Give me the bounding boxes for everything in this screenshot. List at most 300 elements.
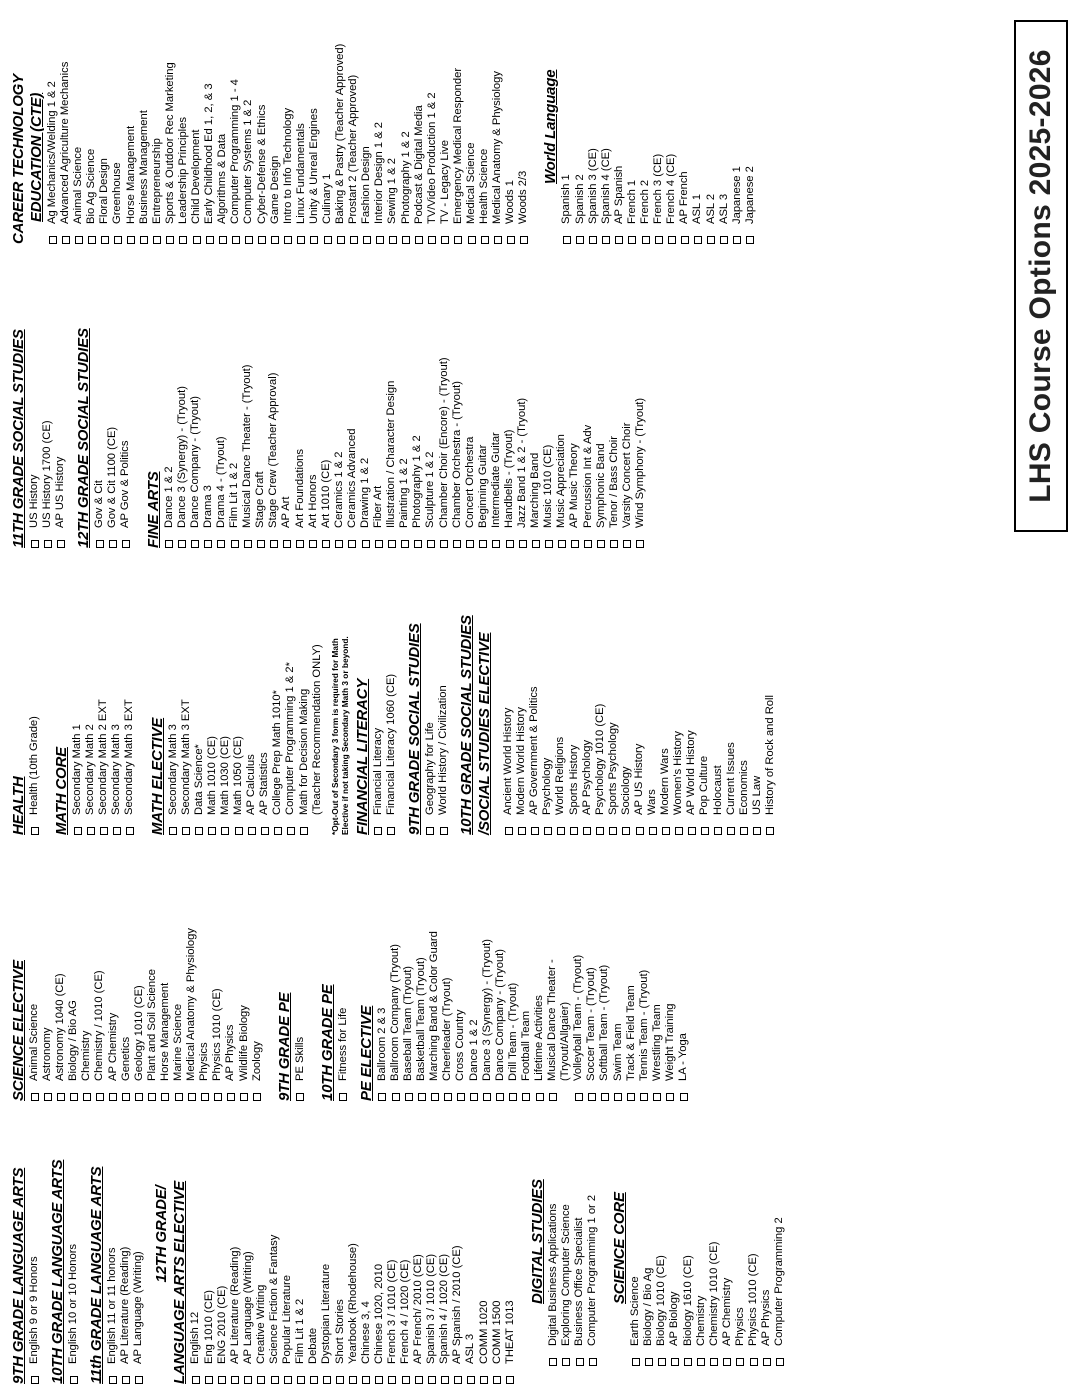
course-checkbox[interactable] [640, 1093, 648, 1101]
course-checkbox[interactable] [431, 1093, 439, 1101]
course-label: Spanish 3 (CE) [586, 148, 599, 224]
course-checkbox[interactable] [122, 1093, 130, 1101]
course-label: French 1 [625, 179, 638, 224]
course-checkbox[interactable] [182, 827, 190, 835]
course-label: Digital Business Applications [546, 1203, 559, 1346]
course-checkbox[interactable] [642, 236, 650, 244]
course-item [664, 841, 677, 1101]
course-checkbox[interactable] [753, 827, 761, 835]
course-checkbox[interactable] [57, 1093, 65, 1101]
course-checkbox[interactable] [589, 236, 597, 244]
course-checkbox[interactable] [636, 540, 644, 548]
course-item [311, 575, 324, 835]
course-checkbox[interactable] [589, 1358, 597, 1366]
course-checkbox[interactable] [271, 236, 279, 244]
course-item [587, 4, 600, 244]
course-item [189, 1084, 202, 1384]
course-checkbox[interactable] [658, 1358, 666, 1366]
course-checkbox[interactable] [362, 1376, 370, 1384]
course-checkbox[interactable] [96, 540, 104, 548]
course-checkbox[interactable] [192, 1376, 200, 1384]
course-checkbox[interactable] [415, 236, 423, 244]
course-item [613, 4, 626, 244]
course-label: US Law [750, 775, 763, 815]
course-checkbox[interactable] [49, 236, 57, 244]
course-item [705, 4, 718, 244]
course-checkbox[interactable] [179, 236, 187, 244]
course-checkbox[interactable] [208, 827, 216, 835]
course-checkbox[interactable] [219, 236, 227, 244]
course-checkbox[interactable] [101, 236, 109, 244]
course-checkbox[interactable] [636, 827, 644, 835]
course-checkbox[interactable] [221, 827, 229, 835]
course-checkbox[interactable] [188, 1093, 196, 1101]
course-item [490, 278, 503, 548]
course-label: Ag Mechanics/Welding 1 & 2 [46, 81, 58, 224]
course-checkbox[interactable] [297, 236, 305, 244]
course-checkbox[interactable] [206, 236, 214, 244]
course-item [708, 1084, 721, 1366]
course-checkbox[interactable] [114, 236, 122, 244]
course-checkbox[interactable] [402, 1376, 410, 1384]
course-checkbox[interactable] [414, 540, 422, 548]
course-checkbox[interactable] [284, 1376, 292, 1384]
course-checkbox[interactable] [610, 540, 618, 548]
course-checkbox[interactable] [31, 827, 39, 835]
course-checkbox[interactable] [402, 236, 410, 244]
course-item [595, 278, 608, 548]
course-checkbox[interactable] [310, 236, 318, 244]
course-checkbox[interactable] [468, 236, 476, 244]
course-checkbox[interactable] [441, 1376, 449, 1384]
course-checkbox[interactable] [492, 540, 500, 548]
course-checkbox[interactable] [457, 1093, 465, 1101]
course-label: Financial Literacy [371, 727, 384, 815]
course-label: Medical Science [465, 142, 477, 224]
course-checkbox[interactable] [296, 1093, 304, 1101]
course-checkbox[interactable] [444, 1093, 452, 1101]
course-checkbox[interactable] [205, 1376, 213, 1384]
course-checkbox[interactable] [614, 1093, 622, 1101]
course-checkbox[interactable] [388, 540, 396, 548]
course-checkbox[interactable] [645, 1358, 653, 1366]
course-checkbox[interactable] [87, 827, 95, 835]
course-checkbox[interactable] [75, 236, 83, 244]
course-checkbox[interactable] [632, 1358, 640, 1366]
course-checkbox[interactable] [389, 236, 397, 244]
course-checkbox[interactable] [96, 1093, 104, 1101]
course-checkbox[interactable] [257, 1376, 265, 1384]
course-checkbox[interactable] [231, 1376, 239, 1384]
course-checkbox[interactable] [204, 540, 212, 548]
course-item [229, 1084, 242, 1384]
course-checkbox[interactable] [531, 827, 539, 835]
course-checkbox[interactable] [576, 236, 584, 244]
course-checkbox[interactable] [109, 1093, 117, 1101]
course-checkbox[interactable] [684, 1358, 692, 1366]
course-checkbox[interactable] [324, 236, 332, 244]
course-checkbox[interactable] [522, 1093, 530, 1101]
course-checkbox[interactable] [135, 1376, 143, 1384]
course-checkbox[interactable] [126, 827, 134, 835]
course-label: AP Spanish [612, 165, 625, 224]
course-checkbox[interactable] [750, 1358, 758, 1366]
course-checkbox[interactable] [109, 540, 117, 548]
course-item [598, 841, 611, 1101]
course-checkbox[interactable] [675, 827, 683, 835]
course-checkbox[interactable] [505, 827, 513, 835]
course-label: AP World History [685, 730, 698, 815]
course-checkbox[interactable] [348, 540, 356, 548]
course-checkbox[interactable] [575, 1093, 583, 1101]
course-checkbox[interactable] [544, 827, 552, 835]
course-checkbox[interactable] [494, 236, 502, 244]
course-checkbox[interactable] [740, 827, 748, 835]
course-checkbox[interactable] [339, 1093, 347, 1101]
course-item [54, 841, 67, 1101]
section-fine-arts [145, 278, 647, 548]
course-checkbox[interactable] [609, 827, 617, 835]
course-checkbox[interactable] [714, 827, 722, 835]
course-item [560, 4, 573, 244]
course-checkbox[interactable] [62, 236, 70, 244]
course-checkbox[interactable] [113, 827, 121, 835]
course-checkbox[interactable] [88, 236, 96, 244]
course-checkbox[interactable] [668, 236, 676, 244]
column-language-arts [10, 1084, 786, 1384]
course-checkbox[interactable] [44, 540, 52, 548]
course-checkbox[interactable] [140, 236, 148, 244]
course-checkbox[interactable] [570, 827, 578, 835]
course-checkbox[interactable] [627, 1093, 635, 1101]
course-checkbox[interactable] [235, 827, 243, 835]
course-checkbox[interactable] [428, 236, 436, 244]
course-checkbox[interactable] [70, 1376, 78, 1384]
course-checkbox[interactable] [467, 1376, 475, 1384]
course-checkbox[interactable] [601, 1093, 609, 1101]
section-9th-grade-pe [276, 841, 307, 1101]
course-label: Culinary 1 [320, 173, 333, 224]
course-checkbox[interactable] [178, 540, 186, 548]
course-label: Sculpture 1 & 2 [424, 451, 437, 528]
course-checkbox[interactable] [44, 1093, 52, 1101]
course-checkbox[interactable] [287, 827, 295, 835]
course-item [282, 4, 295, 244]
course-item [216, 4, 229, 244]
course-checkbox[interactable] [375, 540, 383, 548]
course-checkbox[interactable] [153, 236, 161, 244]
course-checkbox[interactable] [218, 1376, 226, 1384]
column-social-fine-arts [10, 278, 647, 548]
course-checkbox[interactable] [558, 540, 566, 548]
course-checkbox[interactable] [296, 540, 304, 548]
course-checkbox[interactable] [232, 236, 240, 244]
course-checkbox[interactable] [122, 1376, 130, 1384]
course-checkbox[interactable] [588, 1093, 596, 1101]
course-checkbox[interactable] [283, 540, 291, 548]
course-checkbox[interactable] [710, 1358, 718, 1366]
course-checkbox[interactable] [57, 540, 65, 548]
course-checkbox[interactable] [257, 540, 265, 548]
course-checkbox[interactable] [363, 236, 371, 244]
course-label: Photography 1 & 2 [411, 435, 424, 528]
course-checkbox[interactable] [597, 540, 605, 548]
course-checkbox[interactable] [694, 236, 702, 244]
course-checkbox[interactable] [31, 1093, 39, 1101]
course-label: Art 1010 (CE) [319, 459, 332, 528]
course-checkbox[interactable] [602, 236, 610, 244]
course-checkbox[interactable] [622, 827, 630, 835]
course-checkbox[interactable] [166, 236, 174, 244]
course-label: Gov & Cit 1100 (CE) [106, 426, 119, 528]
course-checkbox[interactable] [532, 540, 540, 548]
course-label: Secondary Math 1 [71, 724, 84, 815]
course-checkbox[interactable] [681, 236, 689, 244]
course-checkbox[interactable] [122, 540, 130, 548]
course-item [67, 1084, 80, 1384]
course-label: Dance 1 & 2 [467, 1019, 480, 1081]
course-label: Secondary Math 3 EXT [123, 699, 136, 815]
course-checkbox[interactable] [519, 540, 527, 548]
course-item [224, 841, 237, 1101]
course-checkbox[interactable] [415, 1376, 423, 1384]
course-checkbox[interactable] [148, 1093, 156, 1101]
course-checkbox[interactable] [74, 827, 82, 835]
course-checkbox[interactable] [653, 1093, 661, 1101]
course-checkbox[interactable] [454, 1376, 462, 1384]
course-label: Film Lit 1 & 2 [294, 1298, 307, 1364]
course-label: AP Language (Writing) [132, 1251, 145, 1364]
course-checkbox[interactable] [300, 827, 308, 835]
course-label: Medical Anatomy & Physiology [491, 71, 504, 224]
course-checkbox[interactable] [175, 1093, 183, 1101]
course-checkbox[interactable] [127, 236, 135, 244]
course-checkbox[interactable] [507, 236, 515, 244]
course-checkbox[interactable] [746, 236, 754, 244]
course-checkbox[interactable] [376, 236, 384, 244]
course-checkbox[interactable] [736, 1358, 744, 1366]
course-checkbox[interactable] [322, 540, 330, 548]
course-checkbox[interactable] [518, 827, 526, 835]
course-checkbox[interactable] [109, 1376, 117, 1384]
course-checkbox[interactable] [245, 236, 253, 244]
course-checkbox[interactable] [31, 1376, 39, 1384]
course-checkbox[interactable] [662, 827, 670, 835]
course-checkbox[interactable] [261, 827, 269, 835]
course-item [651, 841, 664, 1101]
course-checkbox[interactable] [727, 827, 735, 835]
course-checkbox[interactable] [649, 827, 657, 835]
course-checkbox[interactable] [323, 1376, 331, 1384]
course-checkbox[interactable] [628, 236, 636, 244]
course-label: Beginning Guitar [476, 444, 489, 528]
course-label: Drawing 1 & 2 [358, 457, 371, 528]
course-checkbox[interactable] [388, 1376, 396, 1384]
course-checkbox[interactable] [623, 540, 631, 548]
course-checkbox[interactable] [666, 1093, 674, 1101]
course-checkbox[interactable] [506, 1376, 514, 1384]
course-checkbox[interactable] [549, 1093, 557, 1101]
course-label: Basketball Team (Tryout) [415, 957, 428, 1081]
course-checkbox[interactable] [470, 1093, 478, 1101]
course-checkbox[interactable] [161, 1093, 169, 1101]
course-checkbox[interactable] [337, 236, 345, 244]
course-item [516, 278, 529, 548]
course-checkbox[interactable] [545, 540, 553, 548]
course-checkbox[interactable] [309, 540, 317, 548]
course-checkbox[interactable] [217, 540, 225, 548]
course-checkbox[interactable] [193, 236, 201, 244]
course-item [256, 4, 269, 244]
course-checkbox[interactable] [231, 540, 239, 548]
course-checkbox[interactable] [483, 1093, 491, 1101]
course-label: Chemistry 1010 (CE) [707, 1241, 720, 1346]
course-checkbox[interactable] [557, 827, 565, 835]
course-checkbox[interactable] [655, 236, 663, 244]
course-label: Sports History [567, 744, 580, 815]
course-checkbox[interactable] [688, 827, 696, 835]
course-checkbox[interactable] [733, 236, 741, 244]
course-checkbox[interactable] [165, 540, 173, 548]
course-checkbox[interactable] [401, 540, 409, 548]
course-checkbox[interactable] [707, 236, 715, 244]
course-checkbox[interactable] [310, 1376, 318, 1384]
section-heading: MATH ELECTIVE [148, 717, 166, 835]
course-checkbox[interactable] [701, 827, 709, 835]
course-checkbox[interactable] [571, 540, 579, 548]
course-checkbox[interactable] [248, 827, 256, 835]
course-checkbox[interactable] [271, 1376, 279, 1384]
section-heading: 9TH GRADE LANGUAGE ARTS [10, 1167, 27, 1384]
course-label: Interior Design 1 & 2 [373, 122, 386, 224]
course-checkbox[interactable] [244, 1376, 252, 1384]
course-checkbox[interactable] [563, 236, 571, 244]
course-checkbox[interactable] [615, 236, 623, 244]
course-checkbox[interactable] [387, 827, 395, 835]
course-label: AP French/ 2010 (CE) [412, 1254, 425, 1364]
course-checkbox[interactable] [680, 1093, 688, 1101]
course-checkbox[interactable] [466, 540, 474, 548]
course-checkbox[interactable] [201, 1093, 209, 1101]
course-checkbox[interactable] [520, 236, 528, 244]
course-checkbox[interactable] [258, 236, 266, 244]
course-checkbox[interactable] [509, 1093, 517, 1101]
course-checkbox[interactable] [378, 1093, 386, 1101]
course-checkbox[interactable] [362, 540, 370, 548]
course-checkbox[interactable] [70, 1093, 78, 1101]
course-item [411, 278, 424, 548]
course-label: TV - Legacy Live [438, 140, 451, 224]
course-label: Math 1030 (CE) [218, 736, 231, 815]
course-checkbox[interactable] [418, 1093, 426, 1101]
course-checkbox[interactable] [428, 1376, 436, 1384]
course-checkbox[interactable] [374, 827, 382, 835]
course-checkbox[interactable] [100, 827, 108, 835]
course-checkbox[interactable] [776, 1358, 784, 1366]
course-checkbox[interactable] [480, 1376, 488, 1384]
course-item [402, 841, 415, 1101]
course-checkbox[interactable] [405, 1093, 413, 1101]
course-checkbox[interactable] [350, 236, 358, 244]
course-checkbox[interactable] [135, 1093, 143, 1101]
course-checkbox[interactable] [723, 1358, 731, 1366]
course-checkbox[interactable] [440, 827, 448, 835]
course-item [520, 841, 533, 1101]
course-checkbox[interactable] [493, 1376, 501, 1384]
course-checkbox[interactable] [426, 827, 434, 835]
course-item [123, 575, 136, 835]
course-checkbox[interactable] [274, 827, 282, 835]
course-checkbox[interactable] [584, 540, 592, 548]
course-checkbox[interactable] [536, 1093, 544, 1101]
course-checkbox[interactable] [576, 1358, 584, 1366]
course-checkbox[interactable] [549, 1358, 557, 1366]
course-item [400, 4, 413, 244]
course-label: Science Fiction & Fantasy [268, 1234, 281, 1364]
course-checkbox[interactable] [441, 236, 449, 244]
course-checkbox[interactable] [583, 827, 591, 835]
course-checkbox[interactable] [427, 540, 435, 548]
course-label: Biology / Bio AG [67, 1000, 80, 1081]
course-checkbox[interactable] [454, 236, 462, 244]
course-item [533, 841, 546, 1101]
course-checkbox[interactable] [481, 236, 489, 244]
course-label: Woods 2/3 [517, 170, 530, 224]
course-checkbox[interactable] [506, 540, 514, 548]
course-checkbox[interactable] [244, 540, 252, 548]
course-item [547, 1084, 560, 1366]
course-checkbox[interactable] [169, 827, 177, 835]
course-checkbox[interactable] [496, 1093, 504, 1101]
course-label: Secondary Math 2 EXT [97, 699, 110, 815]
course-checkbox[interactable] [763, 1358, 771, 1366]
course-checkbox[interactable] [375, 1376, 383, 1384]
course-item [177, 4, 190, 244]
course-checkbox[interactable] [240, 1093, 248, 1101]
course-checkbox[interactable] [349, 1376, 357, 1384]
course-checkbox[interactable] [284, 236, 292, 244]
course-checkbox[interactable] [440, 540, 448, 548]
course-checkbox[interactable] [671, 1358, 679, 1366]
course-label: Spanish 2 [573, 174, 586, 224]
course-checkbox[interactable] [191, 540, 199, 548]
course-checkbox[interactable] [336, 1376, 344, 1384]
course-checkbox[interactable] [31, 540, 39, 548]
course-checkbox[interactable] [766, 827, 774, 835]
course-label: Music Appreciation [555, 434, 568, 528]
course-checkbox[interactable] [270, 540, 278, 548]
course-item [574, 4, 587, 244]
course-checkbox[interactable] [83, 1093, 91, 1101]
course-checkbox[interactable] [596, 827, 604, 835]
course-checkbox[interactable] [214, 1093, 222, 1101]
course-label: Handbells - (Tryout) [503, 429, 515, 528]
course-checkbox[interactable] [253, 1093, 261, 1101]
course-checkbox[interactable] [297, 1376, 305, 1384]
course-checkbox[interactable] [227, 1093, 235, 1101]
course-checkbox[interactable] [562, 1358, 570, 1366]
course-checkbox[interactable] [335, 540, 343, 548]
course-checkbox[interactable] [697, 1358, 705, 1366]
page-title: LHS Course Options 2025-2026 [1024, 49, 1057, 503]
course-item [28, 278, 41, 548]
course-item [468, 841, 481, 1101]
course-checkbox[interactable] [392, 1093, 400, 1101]
course-checkbox[interactable] [479, 540, 487, 548]
course-checkbox[interactable] [720, 236, 728, 244]
course-checkbox[interactable] [195, 827, 203, 835]
course-checkbox[interactable] [453, 540, 461, 548]
